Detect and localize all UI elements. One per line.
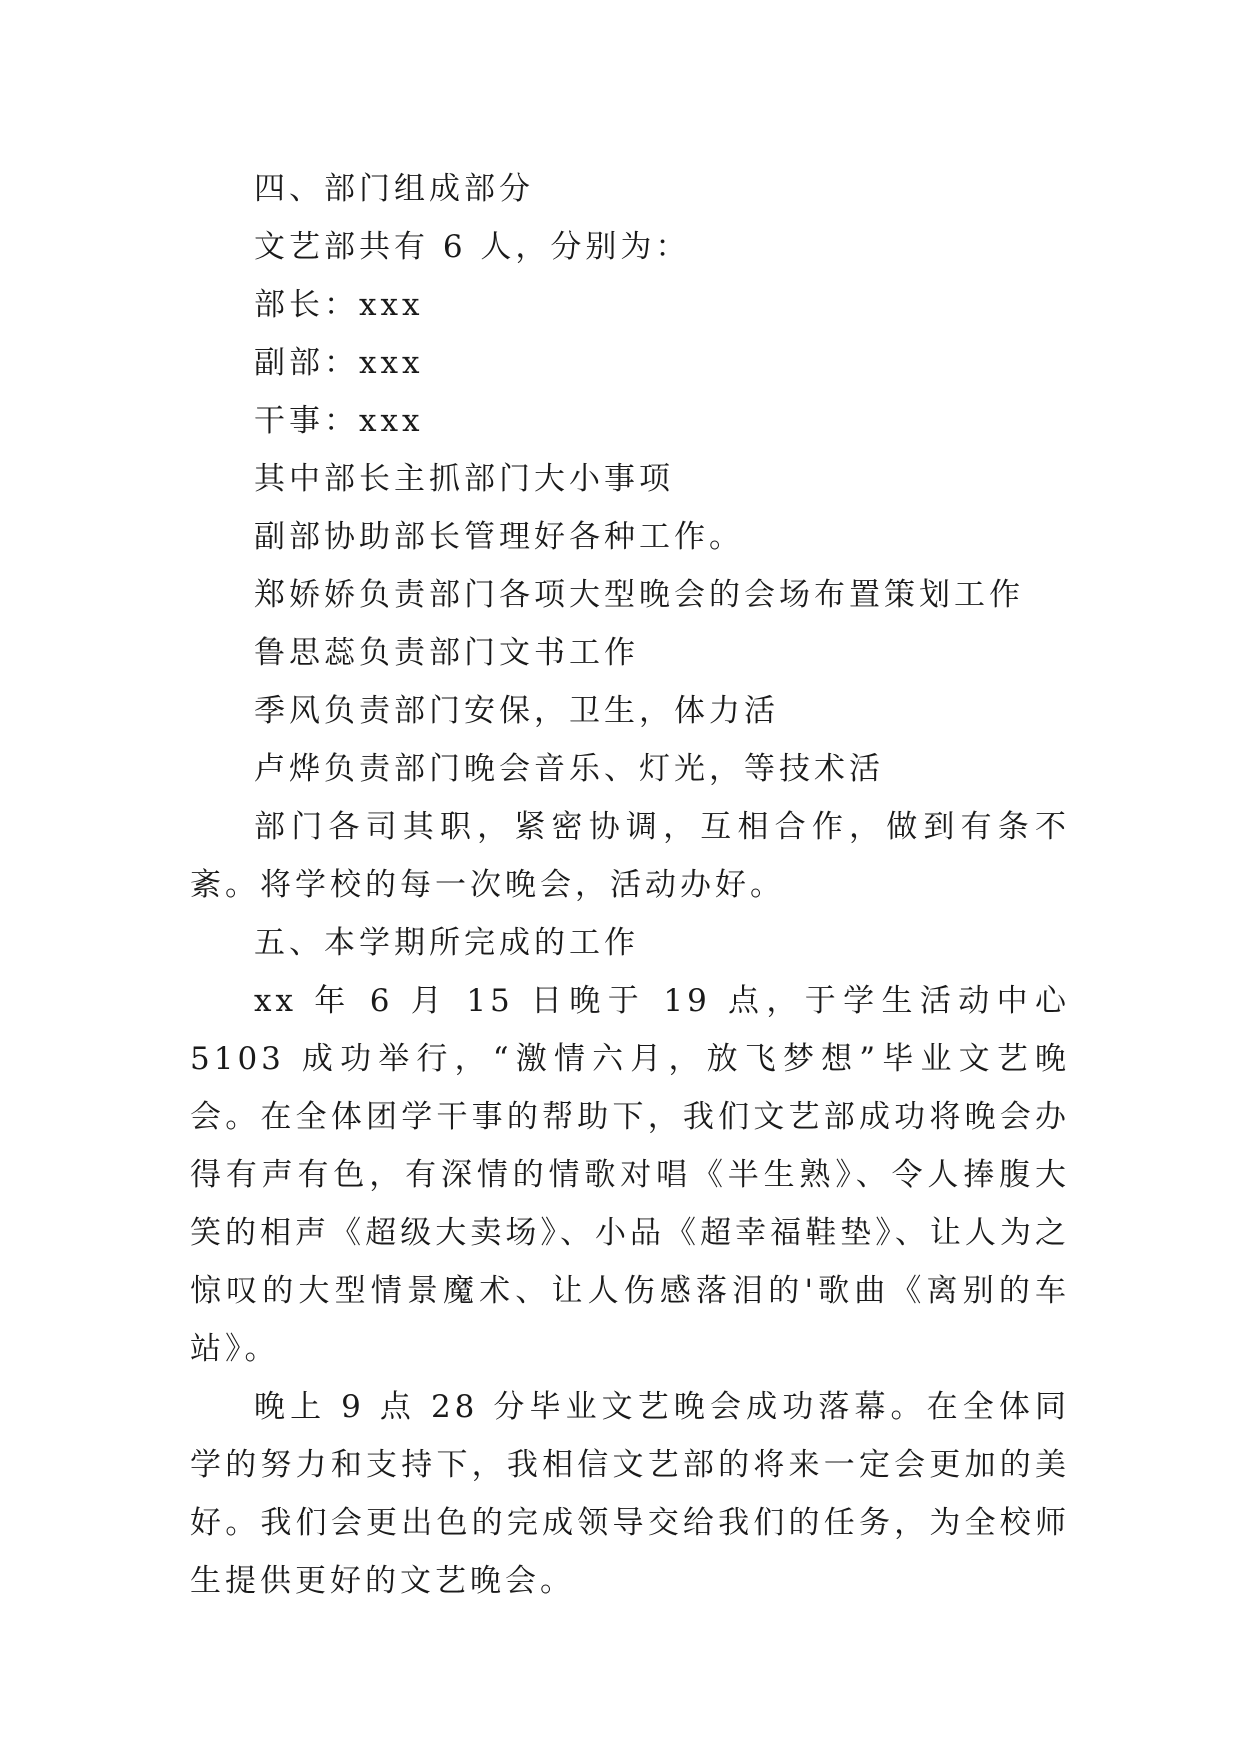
section-heading-4: 四、部门组成部分	[254, 171, 534, 207]
summary-paragraph: 部门各司其职，紧密协调，互相合作，做到有条不紊。将学校的每一次晚会，活动办好。	[190, 809, 1070, 903]
member-line-vice: 副部：xxx	[254, 345, 424, 381]
member-line-minister: 部长：xxx	[254, 287, 424, 323]
duty-line: 其中部长主抓部门大小事项	[254, 461, 674, 497]
duty-line: 副部协助部长管理好各种工作。	[254, 519, 744, 555]
section-heading-5: 五、本学期所完成的工作	[254, 925, 639, 961]
duty-line: 鲁思蕊负责部门文书工作	[254, 635, 639, 671]
duty-line: 卢烨负责部门晚会音乐、灯光，等技术活	[254, 751, 884, 787]
work-paragraph-2: 晚上 9 点 28 分毕业文艺晚会成功落幕。在全体同学的努力和支持下，我相信文艺部的将来一定会更加的美好。我们会更出色的完成领导交给我们的任务，为全校师生提供更好的文艺晚会。	[190, 1389, 1070, 1599]
department-intro: 文艺部共有 6 人，分别为：	[254, 229, 691, 265]
member-line-officer: 干事：xxx	[254, 403, 424, 439]
work-paragraph-1: xx 年 6 月 15 日晚于 19 点，于学生活动中心 5103 成功举行，“激情六月，放飞梦想”毕业文艺晚会。在全体团学干事的帮助下，我们文艺部成功将晚会办得有声有色，有深情的情歌对唱《半生熟》、令人捧腹大笑的相声《超级大卖场》、小品《超幸福鞋垫》、让人为之惊叹的大型情景魔术、让人伤感落泪的'歌曲《离别的车站》。	[190, 983, 1070, 1367]
duty-line: 季风负责部门安保，卫生，体力活	[254, 693, 779, 729]
duty-line: 郑娇娇负责部门各项大型晚会的会场布置策划工作	[254, 577, 1024, 613]
document-body	[190, 160, 1070, 1610]
